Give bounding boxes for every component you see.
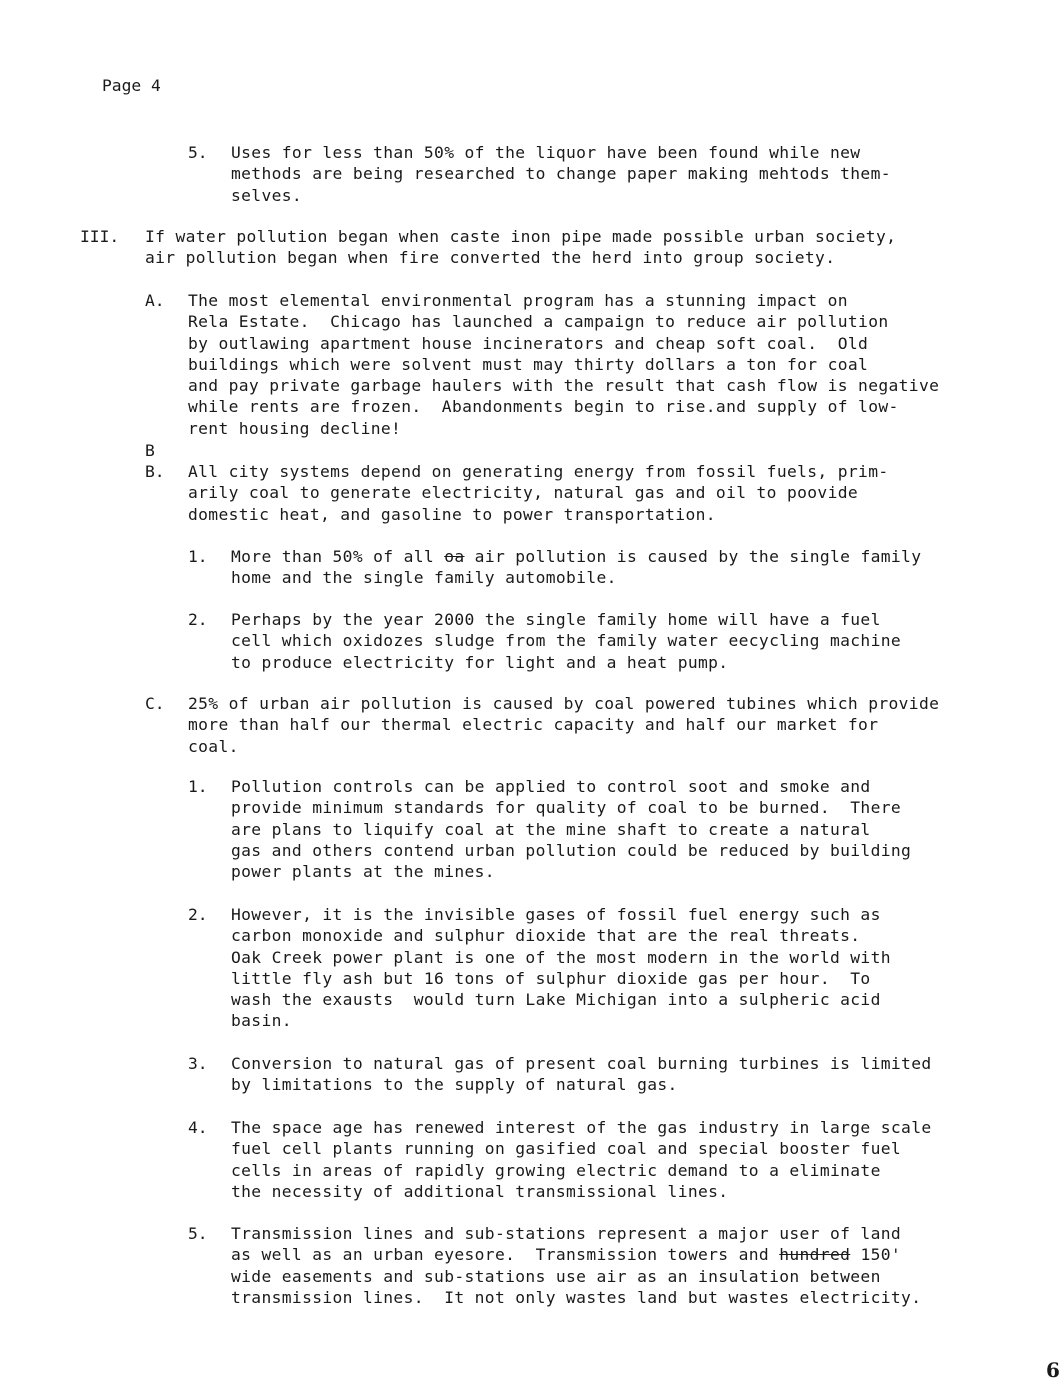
corner-page-mark: 6 <box>1046 1358 1060 1382</box>
struck-text: oa <box>444 547 465 566</box>
c1-text <box>231 776 911 882</box>
text-line: fuel cell plants running on gasified coal and special booster fuel <box>231 1139 902 1159</box>
text-line: The most elemental environmental program has a stunning impact on <box>188 291 848 310</box>
text-line: transmission lines. It not only wastes land but wastes electricity. <box>231 1287 922 1307</box>
text-line: cell which oxidozes sludge from the family water eecycling machine <box>231 631 902 651</box>
text-line: rent housing decline! <box>188 418 402 438</box>
section-b-text <box>188 461 889 525</box>
text-line: more than half our thermal electric capacity and half our market for <box>188 715 879 735</box>
text-line: carbon monoxide and sulphur dioxide that are the real threats. <box>231 926 861 946</box>
c5-text <box>231 1223 921 1308</box>
text-line: by limitations to the supply of natural gas. <box>231 1075 678 1095</box>
text-line: home and the single family automobile. <box>231 568 617 588</box>
text-fragment: More than 50% of all <box>231 547 445 566</box>
c5-label: 5. <box>188 1224 208 1243</box>
section-c-label: C. <box>145 694 165 713</box>
text-line: methods are being researched to change paper making mehtods them- <box>231 164 891 184</box>
c2-text <box>231 904 891 1032</box>
section-c-text <box>188 693 939 757</box>
section-iii-text <box>145 226 896 269</box>
c2-label: 2. <box>188 905 208 924</box>
section-iii-label: III. <box>80 227 120 246</box>
text-line: Conversion to natural gas of present coal burning turbines is limited <box>231 1054 932 1073</box>
text-line: Pollution controls can be applied to control soot and smoke and <box>231 777 871 796</box>
c4-label: 4. <box>188 1118 208 1137</box>
text-line: Uses for less than 50% of the liquor have been found while new <box>231 143 861 162</box>
section-b-label: B. <box>145 462 165 481</box>
section-a-label: A. <box>145 291 165 310</box>
text-line: selves. <box>231 185 303 205</box>
text-line: All city systems depend on generating energy from fossil fuels, prim- <box>188 462 889 481</box>
c3-label: 3. <box>188 1054 208 1073</box>
c4-text <box>231 1117 932 1202</box>
text-line: Oak Creek power plant is one of the most modern in the world with <box>231 947 891 967</box>
text-fragment: air pollution is caused by the single family <box>464 547 922 566</box>
text-line: by outlawing apartment house incinerators and cheap soft coal. Old <box>188 333 869 353</box>
text-line: wide easements and sub-stations use air as an insulation between <box>231 1266 881 1286</box>
b1-label: 1. <box>188 547 208 566</box>
text-line: to produce electricity for light and a heat pump. <box>231 652 729 672</box>
text-line: buildings which were solvent must may thirty dollars a ton for coal <box>188 354 869 374</box>
text-line: wash the exausts would turn Lake Michigan into a sulpheric acid <box>231 990 881 1010</box>
text-line: are plans to liquify coal at the mine shaft to create a natural <box>231 819 871 839</box>
struck-text: hundred <box>779 1245 851 1265</box>
text-line: Transmission lines and sub-stations represent a major user of land <box>231 1224 902 1243</box>
b2-label: 2. <box>188 610 208 629</box>
text-line: If water pollution began when caste inon pipe made possible urban society, <box>145 227 897 246</box>
text-line: cells in areas of rapidly growing electric demand to a eliminate <box>231 1160 881 1180</box>
text-line <box>231 1244 921 1265</box>
item-5-text <box>231 142 891 206</box>
text-line: coal. <box>188 736 239 756</box>
text-line: provide minimum standards for quality of coal to be burned. There <box>231 798 902 818</box>
text-fragment: 150' <box>850 1245 902 1265</box>
text-line: However, it is the invisible gases of fossil fuel energy such as <box>231 905 881 924</box>
text-line: the necessity of additional transmissional lines. <box>231 1181 729 1201</box>
text-line: power plants at the mines. <box>231 862 495 882</box>
b1-text <box>231 546 921 589</box>
text-line: Rela Estate. Chicago has launched a campaign to reduce air pollution <box>188 312 889 332</box>
item-5-label: 5. <box>188 143 208 162</box>
text-fragment: as well as an urban eyesore. Transmission towers and <box>231 1245 780 1265</box>
text-line: Perhaps by the year 2000 the single family home will have a fuel <box>231 610 881 629</box>
stray-b-mark: B <box>145 441 155 460</box>
text-line: domestic heat, and gasoline to power transportation. <box>188 504 716 524</box>
b2-text <box>231 609 901 673</box>
text-line: gas and others contend urban pollution could be reduced by building <box>231 840 912 860</box>
c3-text <box>231 1053 932 1096</box>
text-line: while rents are frozen. Abandonments begin to rise.and supply of low- <box>188 397 899 417</box>
page-label: Page 4 <box>102 76 161 95</box>
text-line: 25% of urban air pollution is caused by coal powered tubines which provide <box>188 694 940 713</box>
text-line: little fly ash but 16 tons of sulphur dioxide gas per hour. To <box>231 968 871 988</box>
text-line: arily coal to generate electricity, natural gas and oil to poovide <box>188 483 859 503</box>
text-line: and pay private garbage haulers with the result that cash flow is negative <box>188 376 940 396</box>
text-line <box>231 546 921 567</box>
text-line: The space age has renewed interest of the gas industry in large scale <box>231 1118 932 1137</box>
text-line: air pollution began when fire converted the herd into group society. <box>145 248 836 268</box>
text-line: basin. <box>231 1011 292 1031</box>
c1-label: 1. <box>188 777 208 796</box>
section-a-text <box>188 290 939 439</box>
